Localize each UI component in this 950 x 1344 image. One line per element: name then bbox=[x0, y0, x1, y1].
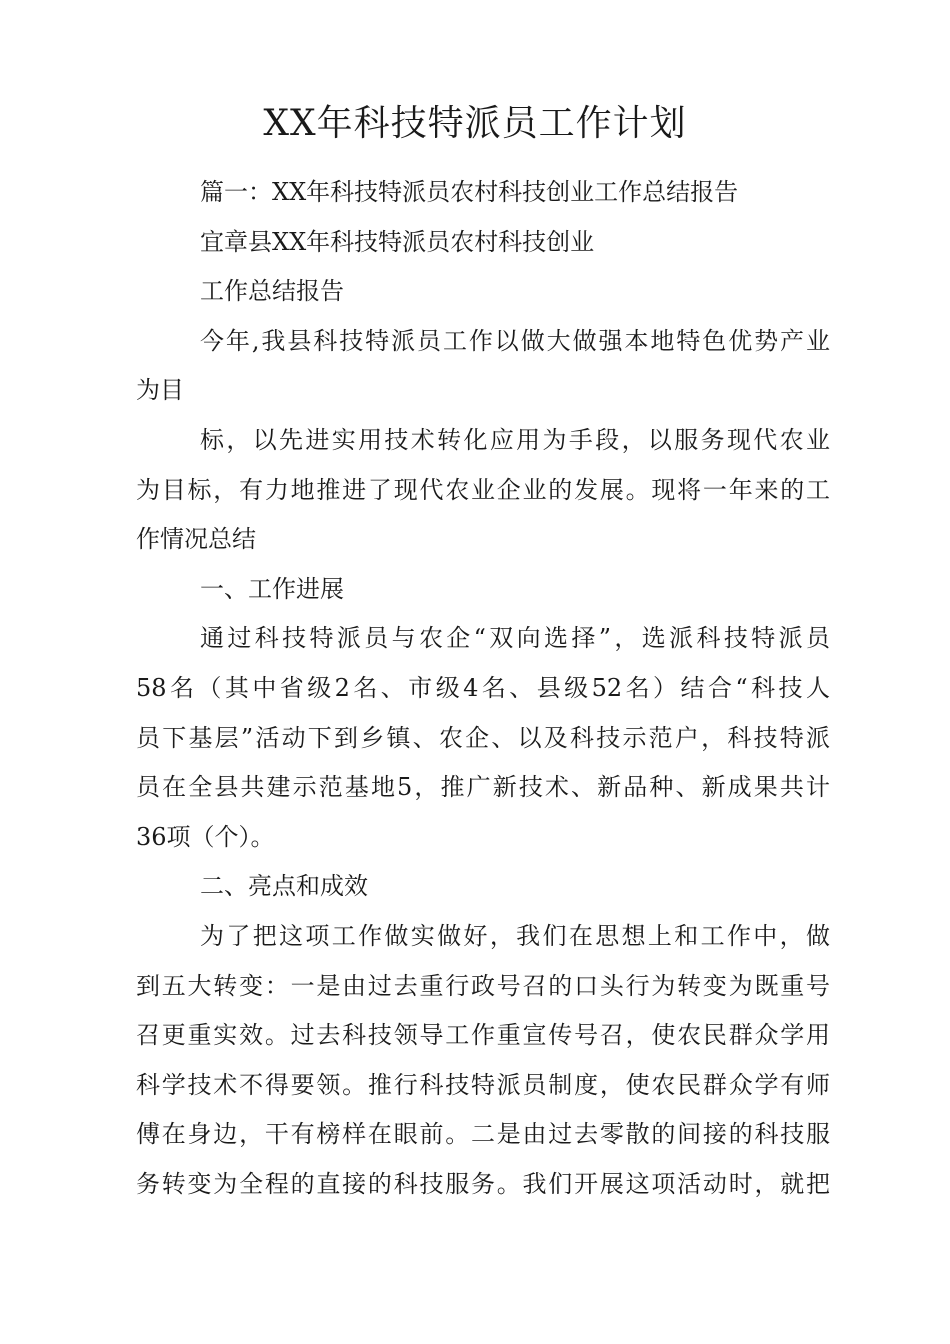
text-line: 为了把这项工作做实做好，我们在思想上和工作中，做 bbox=[200, 921, 830, 950]
text-line: 员在全县共建示范基地5，推广新技术、新品种、新成果共计 bbox=[136, 773, 830, 802]
text-line: 为目 bbox=[136, 376, 184, 405]
text-line: 召更重实效。过去科技领导工作重宣传号召，使农民群众学用 bbox=[136, 1021, 830, 1050]
text-line: 作情况总结 bbox=[136, 525, 256, 554]
text-line: 科学技术不得要领。推行科技特派员制度，使农民群众学有师 bbox=[136, 1070, 830, 1099]
document-title: XX年科技特派员工作计划 bbox=[263, 103, 687, 144]
document-body bbox=[136, 168, 830, 1209]
text-line: 通过科技特派员与农企“双向选择”，选派科技特派员 bbox=[200, 624, 830, 653]
text-line: 傅在身边，干有榜样在眼前。二是由过去零散的间接的科技服 bbox=[136, 1120, 830, 1149]
text-line: 一、工作进展 bbox=[200, 574, 344, 603]
text-line: 到五大转变：一是由过去重行政号召的口头行为转变为既重号 bbox=[136, 971, 830, 1000]
text-line: 员下基层”活动下到乡镇、农企、以及科技示范户，科技特派 bbox=[136, 723, 830, 752]
text-line: 工作总结报告 bbox=[200, 277, 344, 306]
text-line: 标，以先进实用技术转化应用为手段，以服务现代农业 bbox=[200, 425, 830, 454]
text-line: 36项（个）。 bbox=[136, 822, 275, 851]
text-line: 务转变为全程的直接的科技服务。我们开展这项活动时，就把 bbox=[136, 1169, 830, 1198]
text-line: 为目标，有力地推进了现代农业企业的发展。现将一年来的工 bbox=[136, 475, 830, 504]
text-line: 58名（其中省级2名、市级4名、县级52名）结合“科技人 bbox=[136, 673, 830, 702]
text-line: 宜章县XX年科技特派员农村科技创业 bbox=[200, 227, 595, 256]
text-line: 篇一：XX年科技特派员农村科技创业工作总结报告 bbox=[200, 178, 739, 206]
text-line: 二、亮点和成效 bbox=[200, 872, 368, 901]
text-line: 今年,我县科技特派员工作以做大做强本地特色优势产业 bbox=[200, 326, 830, 355]
